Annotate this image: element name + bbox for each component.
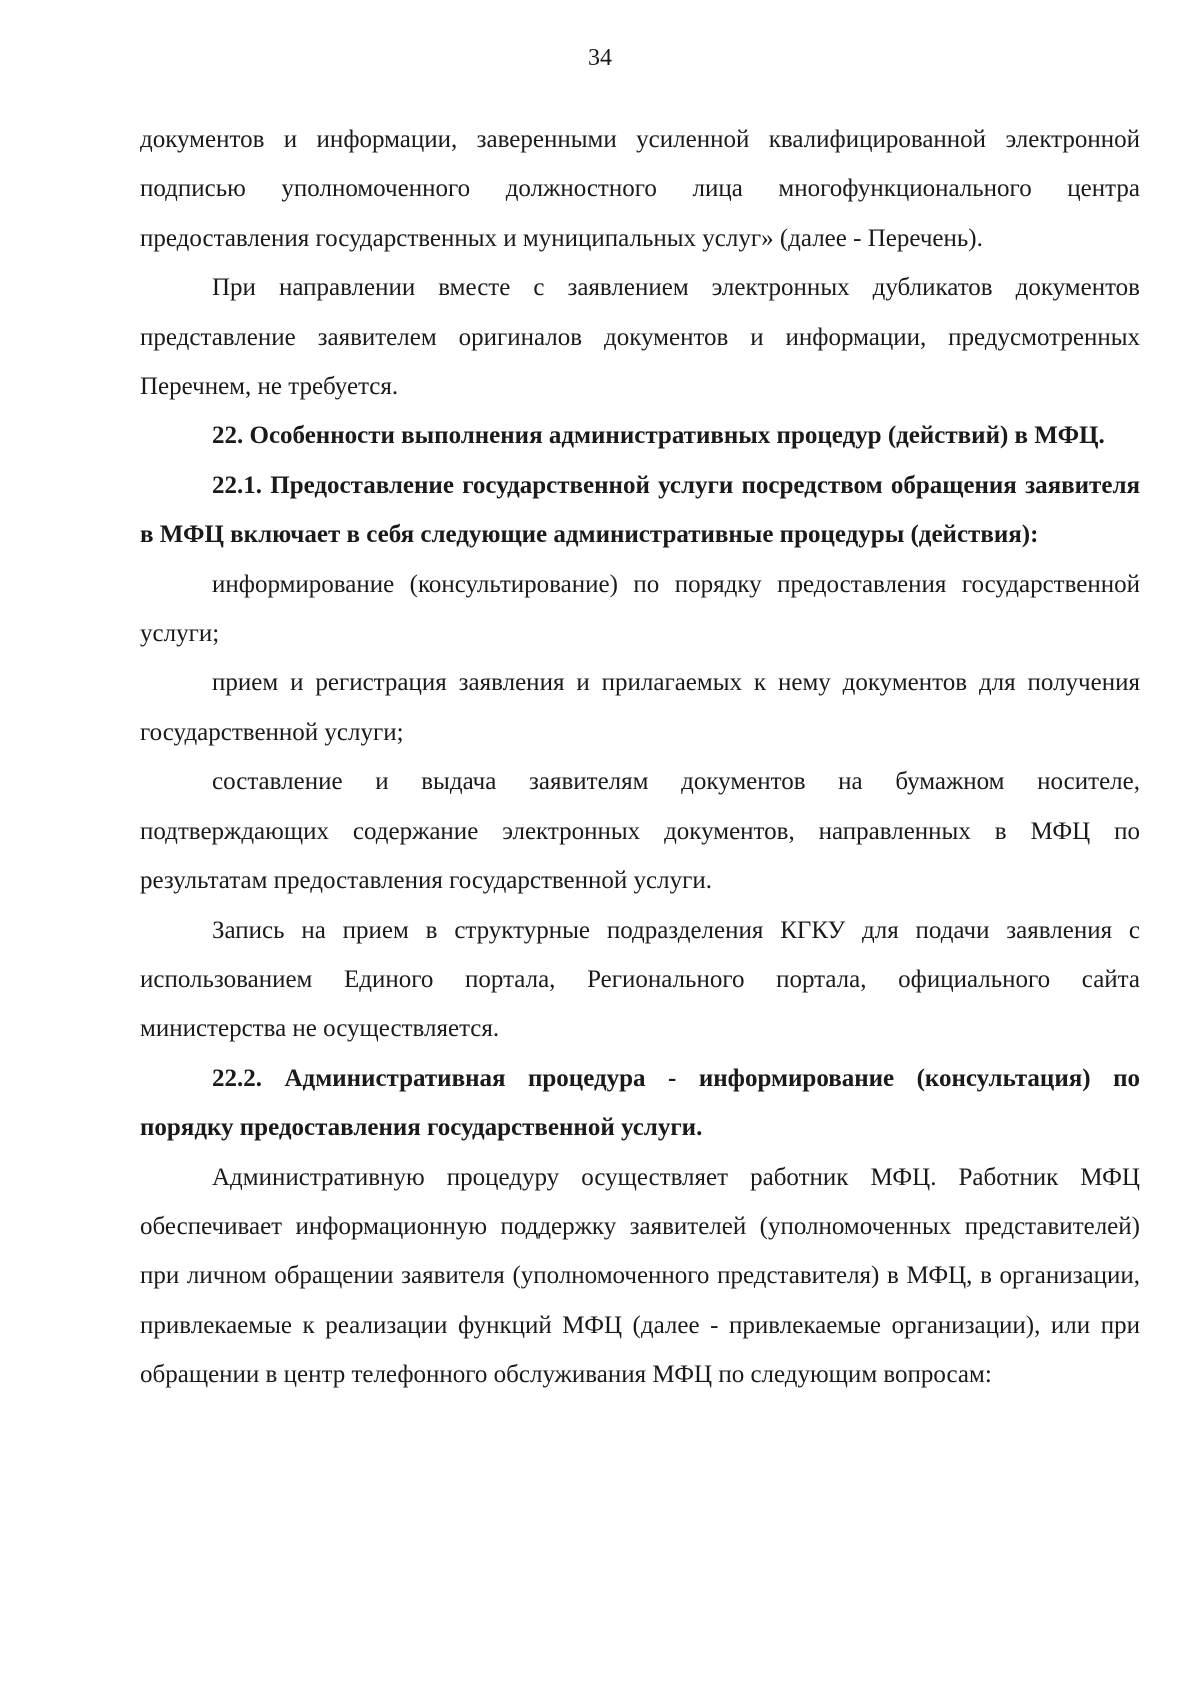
- paragraph-appointment: Запись на прием в структурные подразделения КГКУ для подачи заявления с использованием Единого портала, Регионального портала, официального сайта министерства не осуществляется.: [140, 916, 1140, 1043]
- list-item-informing: информирование (консультирование) по порядку предоставления государственной услуги;: [140, 570, 1140, 648]
- document-body: [140, 115, 1140, 1400]
- paragraph-procedure: Административную процедуру осуществляет работник МФЦ. Работник МФЦ обеспечивает информационную поддержку заявителей (уполномоченных представителей) при личном обращении заявителя (уполномоченного представителя) в МФЦ, в организации, привлекаемые к реализации функций МФЦ (далее - привлекаемые организации), или при обращении в центр телефонного обслуживания МФЦ по следующим вопросам:: [140, 1163, 1140, 1389]
- page-number: 34: [588, 45, 612, 71]
- section-heading-22: 22. Особенности выполнения административных процедур (действий) в МФЦ.: [212, 422, 1105, 450]
- subsection-heading-22-2: 22.2. Административная процедура - информирование (консультация) по порядку предоставления государственной услуги.: [140, 1064, 1140, 1142]
- paragraph-continuation: документов и информации, заверенными усиленной квалифицированной электронной подписью уполномоченного должностного лица многофункционального центра предоставления государственных и муниципальных услуг» (далее - Перечень).: [140, 126, 1140, 252]
- list-item-reception: прием и регистрация заявления и прилагаемых к нему документов для получения государственной услуги;: [140, 669, 1140, 746]
- subsection-heading-22-1: 22.1. Предоставление государственной услуги посредством обращения заявителя в МФЦ включает в себя следующие административные процедуры (действия):: [140, 471, 1140, 549]
- paragraph-duplicates: При направлении вместе с заявлением электронных дубликатов документов представление заявителем оригиналов документов и информации, предусмотренных Перечнем, не требуется.: [140, 274, 1140, 401]
- list-item-issuance: составление и выдача заявителям документов на бумажном носителе, подтверждающих содержание электронных документов, направленных в МФЦ по результатам предоставления государственной услуги.: [140, 768, 1140, 895]
